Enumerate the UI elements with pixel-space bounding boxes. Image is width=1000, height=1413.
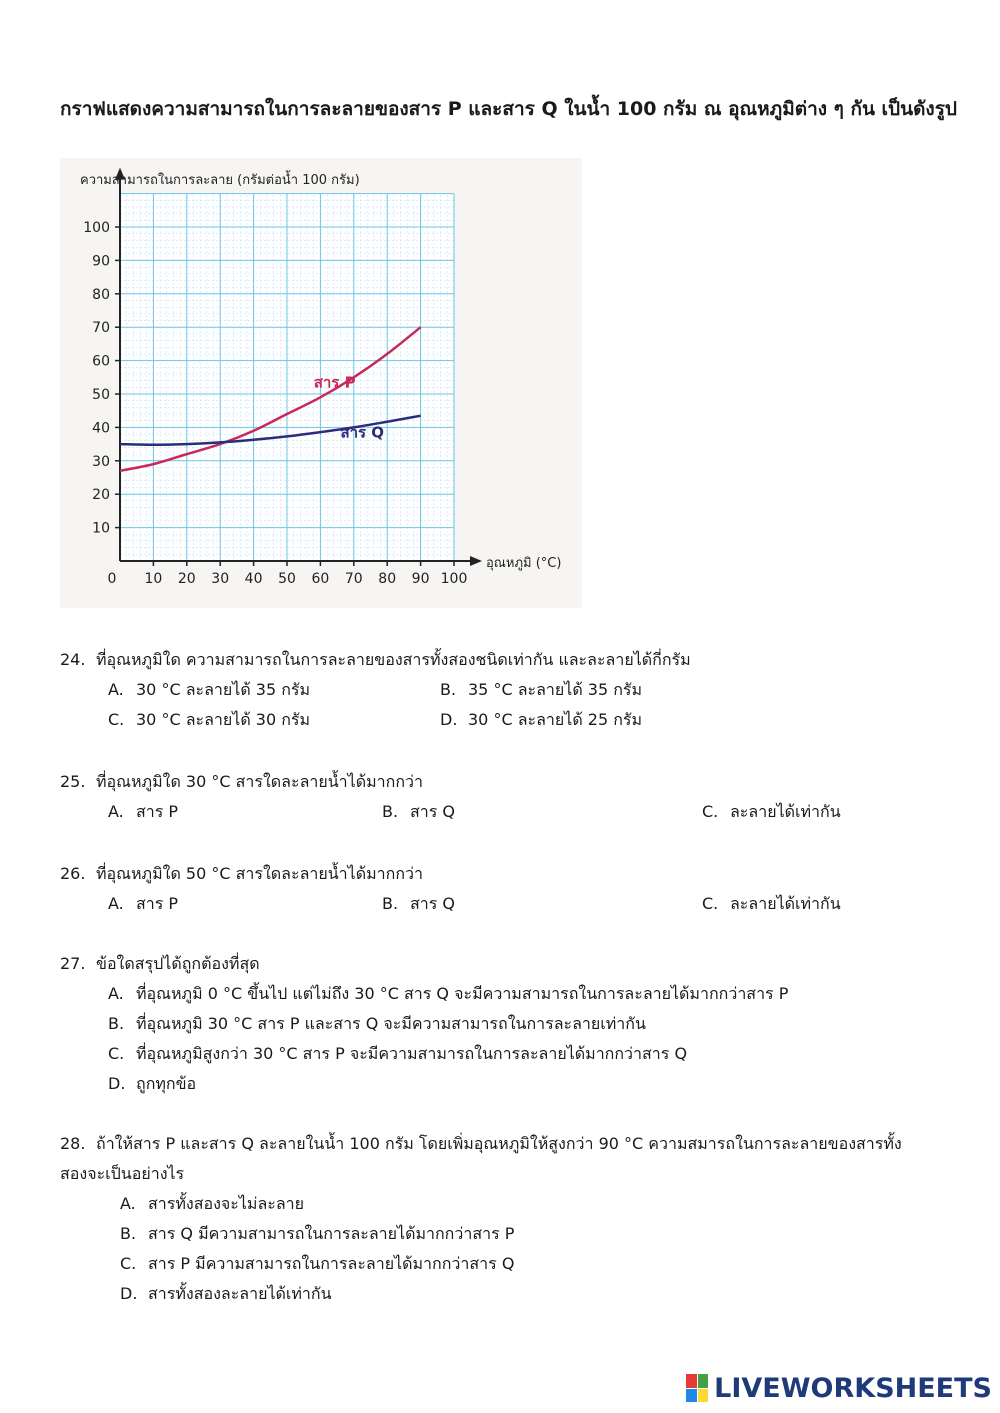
x-tick-label: 100 xyxy=(440,571,468,587)
option-a[interactable]: A. ที่อุณหภูมิ 0 °C ขึ้นไป แต่ไม่ถึง 30 °C สาร Q จะมีความสามารถในการละลายได้มากกว่าสาร P xyxy=(108,984,789,1003)
y-tick-label: 10 xyxy=(92,520,110,537)
y-tick-label: 100 xyxy=(83,220,110,236)
question-text: ข้อใดสรุปได้ถูกต้องที่สุด xyxy=(96,954,260,973)
x-tick-label: 30 xyxy=(211,571,230,587)
option-d[interactable]: D. ถูกทุกข้อ xyxy=(108,1074,197,1093)
option-c[interactable]: C. ละลายได้เท่ากัน xyxy=(702,894,841,913)
series-label-p: สาร P xyxy=(313,373,356,392)
question-28 xyxy=(60,1129,960,1309)
question-text: ที่อุณหภูมิใด 30 °C สารใดละลายน้ำได้มากกว่า xyxy=(96,772,423,791)
question-number: 26. xyxy=(60,864,86,883)
option-a[interactable]: A. สาร P xyxy=(108,894,179,913)
option-d[interactable]: D. 30 °C ละลายได้ 25 กรัม xyxy=(440,710,643,729)
y-tick-label: 50 xyxy=(92,387,110,403)
y-tick-label: 80 xyxy=(92,286,110,303)
question-text: ที่อุณหภูมิใด 50 °C สารใดละลายน้ำได้มากกว่า xyxy=(96,864,423,883)
solubility-chart xyxy=(60,158,582,608)
question-list xyxy=(60,645,960,1329)
option-c[interactable]: C. ที่อุณหภูมิสูงกว่า 30 °C สาร P จะมีความสามารถในการละลายได้มากกว่าสาร Q xyxy=(108,1044,688,1063)
question-25 xyxy=(60,767,960,827)
y-tick-label: 40 xyxy=(92,420,110,437)
option-c[interactable]: C. สาร P มีความสามารถในการละลายได้มากกว่าสาร Q xyxy=(120,1254,515,1273)
series-label-q: สาร Q xyxy=(340,423,385,442)
x-tick-label: 50 xyxy=(278,571,296,587)
y-tick-label: 90 xyxy=(92,253,110,270)
logo-icon xyxy=(686,1374,708,1402)
question-number: 25. xyxy=(60,772,86,791)
y-tick-label: 30 xyxy=(92,453,110,470)
y-tick-label: 70 xyxy=(92,320,110,337)
question-26 xyxy=(60,859,960,919)
question-number: 27. xyxy=(60,954,86,973)
chart-svg xyxy=(60,158,582,608)
question-number: 28. xyxy=(60,1134,86,1153)
y-tick-label: 60 xyxy=(92,353,110,370)
x-tick-label: 0 xyxy=(107,571,117,587)
x-tick-label: 90 xyxy=(411,571,430,587)
x-tick-label: 40 xyxy=(244,571,263,587)
x-tick-label: 60 xyxy=(311,571,330,587)
option-a[interactable]: A. สารทั้งสองจะไม่ละลาย xyxy=(120,1194,305,1213)
y-tick-label: 20 xyxy=(92,487,110,504)
worksheet-title: กราฟแสดงความสามารถในการละลายของสาร P และสาร Q ในน้ำ 100 กรัม ณ อุณหภูมิต่าง ๆ กัน เป็นดังรูป xyxy=(60,98,957,120)
x-tick-label: 10 xyxy=(144,571,163,587)
y-axis-label: ความสามารถในการละลาย (กรัมต่อน้ำ 100 กรัม) xyxy=(80,173,360,188)
option-b[interactable]: B. สาร Q มีความสามารถในการละลายได้มากกว่าสาร P xyxy=(120,1224,515,1243)
option-a[interactable]: A. 30 °C ละลายได้ 35 กรัม xyxy=(108,680,311,699)
option-d[interactable]: D. สารทั้งสองละลายได้เท่ากัน xyxy=(120,1284,332,1303)
question-text-continued: สองจะเป็นอย่างไร xyxy=(60,1164,185,1183)
logo-text: LIVEWORKSHEETS xyxy=(714,1372,992,1404)
option-b[interactable]: B. 35 °C ละลายได้ 35 กรัม xyxy=(440,680,643,699)
option-c[interactable]: C. ละลายได้เท่ากัน xyxy=(702,802,841,821)
question-number: 24. xyxy=(60,650,86,669)
option-c[interactable]: C. 30 °C ละลายได้ 30 กรัม xyxy=(108,710,311,729)
question-text: ถ้าให้สาร P และสาร Q ละลายในน้ำ 100 กรัม โดยเพิ่มอุณหภูมิให้สูงกว่า 90 °C ความสมารถในการละลายของสารทั้ง xyxy=(96,1134,902,1153)
option-b[interactable]: B. สาร Q xyxy=(382,894,456,913)
liveworksheets-logo[interactable] xyxy=(686,1371,992,1405)
option-a[interactable]: A. สาร P xyxy=(108,802,179,821)
question-text: ที่อุณหภูมิใด ความสามารถในการละลายของสารทั้งสองชนิดเท่ากัน และละลายได้กี่กรัม xyxy=(96,650,691,669)
x-axis-arrow xyxy=(470,556,482,566)
option-b[interactable]: B. สาร Q xyxy=(382,802,456,821)
option-b[interactable]: B. ที่อุณหภูมิ 30 °C สาร P และสาร Q จะมีความสามารถในการละลายเท่ากัน xyxy=(108,1014,646,1033)
question-27 xyxy=(60,949,960,1099)
question-24 xyxy=(60,645,960,735)
x-tick-label: 80 xyxy=(378,571,397,587)
x-axis-label: อุณหภูมิ (°C) xyxy=(486,556,562,571)
x-tick-label: 70 xyxy=(344,571,363,587)
x-tick-label: 20 xyxy=(177,571,196,587)
